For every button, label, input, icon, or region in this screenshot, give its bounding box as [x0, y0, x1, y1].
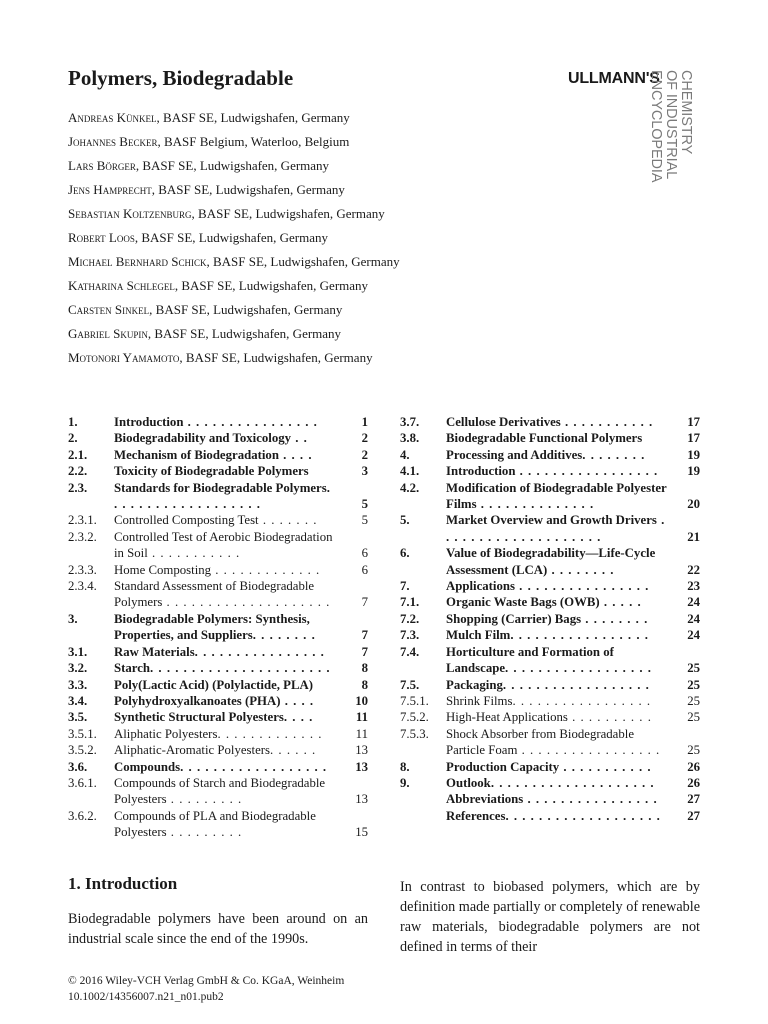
- toc-leader-dots: . . . . . . .: [258, 513, 318, 528]
- toc-leader-dots: . . . . . . . . . . . . . . . . . . .: [505, 808, 661, 823]
- author-affiliation: , BASF SE, Ludwigshafen, Germany: [174, 278, 369, 293]
- toc-page-number: 19: [687, 447, 700, 462]
- toc-label: Compounds: [114, 759, 181, 774]
- table-of-contents-right: [400, 414, 700, 824]
- toc-label: Organic Waste Bags (OWB): [446, 595, 600, 610]
- copyright-line: © 2016 Wiley-VCH Verlag GmbH & Co. KGaA, Weinheim: [68, 975, 345, 987]
- toc-entry[interactable]: [400, 430, 700, 446]
- toc-number: 2.1.: [68, 447, 88, 462]
- toc-leader-dots: . . . . . . . . . . . . . . . . .: [517, 743, 661, 758]
- toc-page-number: 21: [687, 529, 700, 544]
- toc-label: Shock Absorber from Biodegradable Particle Foam: [446, 726, 634, 758]
- author-name: Johannes Becker: [68, 134, 158, 149]
- toc-number: 7.5.1.: [400, 693, 429, 708]
- toc-number: 3.5.: [68, 710, 88, 725]
- toc-label: Processing and Additives: [446, 447, 583, 462]
- author-affiliation: , BASF SE, Ludwigshafen, Germany: [134, 230, 329, 245]
- toc-page-number: 5: [361, 513, 368, 528]
- toc-number: 7.2.: [400, 611, 420, 626]
- toc-label: Cellulose Derivatives: [446, 415, 561, 429]
- logo-line-3: CHEMISTRY: [678, 70, 694, 155]
- toc-page-number: 13: [355, 759, 368, 774]
- author-line: [68, 278, 548, 302]
- toc-page-number: 6: [361, 546, 368, 561]
- toc-label: Standard Assessment of Biodegradable Polymers: [114, 579, 315, 610]
- toc-leader-dots: . . . . . . . . . . . . . . . .: [514, 579, 650, 594]
- author-affiliation: , BASF SE, Ludwigshafen, Germany: [135, 158, 330, 173]
- toc-page-number: 24: [687, 628, 700, 643]
- toc-label: Shrink Films: [446, 693, 513, 708]
- author-affiliation: , BASF SE, Ludwigshafen, Germany: [156, 110, 350, 125]
- toc-label: Controlled Composting Test: [114, 513, 259, 528]
- toc-number: 9.: [400, 775, 410, 790]
- toc-entry[interactable]: [400, 447, 700, 463]
- toc-leader-dots: . . . . . . . . . . . . . .: [476, 497, 595, 512]
- toc-entry[interactable]: [68, 562, 368, 578]
- author-line: [68, 326, 548, 350]
- toc-number: 4.2.: [400, 480, 420, 495]
- toc-label: Horticulture and Formation of Landscape: [446, 644, 614, 676]
- toc-leader-dots: . . . . . .: [270, 743, 317, 758]
- toc-label: Aliphatic-Aromatic Polyesters: [114, 743, 271, 758]
- toc-entry[interactable]: [68, 677, 368, 693]
- toc-number: 7.5.3.: [400, 726, 429, 741]
- toc-entry[interactable]: [68, 447, 368, 463]
- toc-page-number: 25: [687, 661, 700, 676]
- toc-entry[interactable]: [68, 529, 368, 562]
- toc-page-number: 25: [687, 677, 700, 692]
- toc-entry[interactable]: [400, 759, 700, 775]
- footer: [68, 973, 344, 1005]
- toc-entry[interactable]: [68, 611, 368, 644]
- toc-label: Toxicity of Biodegradable Polymers: [114, 464, 309, 479]
- toc-label: Applications: [446, 579, 515, 594]
- toc-page-number: 17: [687, 415, 700, 429]
- toc-label: Biodegradable Polymers: Synthesis, Properties, and Suppliers: [114, 611, 310, 643]
- toc-leader-dots: . . . . . . . . . . .: [147, 546, 241, 561]
- toc-page-number: 15: [355, 825, 368, 840]
- author-list: [68, 110, 548, 374]
- toc-page-number: 26: [687, 759, 700, 774]
- author-affiliation: , BASF SE, Ludwigshafen, Germany: [179, 350, 373, 365]
- toc-label: Biodegradability and Toxicology: [114, 431, 292, 446]
- toc-page-number: 17: [687, 431, 700, 446]
- author-name: Sebastian Koltzenburg: [68, 206, 192, 221]
- toc-leader-dots: . . . . . . . .: [252, 628, 316, 643]
- toc-entry[interactable]: [68, 480, 368, 513]
- toc-page-number: 27: [687, 808, 700, 823]
- toc-label: Controlled Test of Aerobic Biodegradation in Soil: [114, 529, 333, 561]
- article-title: Polymers, Biodegradable: [68, 66, 294, 90]
- logo-line-1: ENCYCLOPEDIA: [648, 70, 664, 183]
- toc-number: 2.3.: [68, 480, 88, 495]
- toc-page-number: 13: [355, 743, 368, 758]
- author-line: [68, 134, 548, 158]
- toc-entry[interactable]: [400, 480, 700, 513]
- toc-number: 2.3.1.: [68, 513, 97, 528]
- toc-label: Outlook: [446, 775, 491, 790]
- toc-number: 4.: [400, 447, 410, 462]
- toc-entry[interactable]: [68, 759, 368, 775]
- toc-label: Introduction: [446, 464, 516, 479]
- toc-entry[interactable]: [68, 414, 368, 430]
- toc-leader-dots: . . . . . . . . .: [166, 792, 243, 807]
- toc-number: 5.: [400, 513, 410, 528]
- toc-entry[interactable]: [400, 545, 700, 578]
- toc-label: Mechanism of Biodegradation: [114, 447, 279, 462]
- section-heading: 1. Introduction: [68, 874, 178, 893]
- toc-page-number: 19: [687, 464, 700, 479]
- toc-page-number: 3: [361, 464, 368, 479]
- toc-page-number: 25: [687, 693, 700, 708]
- toc-entry[interactable]: [68, 693, 368, 709]
- toc-page-number: 2: [361, 447, 368, 462]
- toc-number: 3.8.: [400, 431, 420, 446]
- toc-entry[interactable]: [400, 791, 700, 807]
- toc-leader-dots: . . . . . . . . . . . . . . . . .: [515, 464, 659, 479]
- toc-leader-dots: . . . . . . . . . . . . . . . . . . . .: [490, 775, 655, 790]
- toc-number: 2.2.: [68, 464, 88, 479]
- author-line: [68, 158, 548, 182]
- toc-number: 1.: [68, 415, 78, 429]
- toc-entry[interactable]: [68, 726, 368, 742]
- author-name: Carsten Sinkel: [68, 302, 150, 317]
- toc-page-number: 26: [687, 775, 700, 790]
- author-name: Lars Börger: [68, 158, 136, 173]
- toc-page-number: 6: [361, 562, 368, 577]
- toc-number: 6.: [400, 546, 410, 561]
- toc-leader-dots: . . . . . . . . . . . . . . . . .: [510, 628, 649, 643]
- toc-page-number: 24: [687, 611, 700, 626]
- toc-leader-dots: . . . . . . . . . . . . . . . . . . . .: [162, 595, 331, 610]
- toc-leader-dots: . . . . . . . . .: [166, 825, 243, 840]
- toc-number: 4.1.: [400, 464, 420, 479]
- toc-leader-dots: . . . . . . . . . . .: [560, 415, 654, 429]
- toc-label: Market Overview and Growth Drivers: [446, 513, 657, 528]
- body-text-left: Biodegradable polymers have been around on an industrial scale since the end of the 1990s.: [68, 911, 368, 947]
- toc-page-number: 7: [361, 595, 368, 610]
- toc-entry[interactable]: [68, 775, 368, 808]
- toc-number: 2.3.4.: [68, 579, 97, 594]
- toc-page-number: 27: [687, 792, 700, 807]
- toc-page-number: 23: [687, 579, 700, 594]
- toc-label: Production Capacity: [446, 759, 560, 774]
- author-line: [68, 302, 548, 326]
- toc-number: 7.1.: [400, 595, 420, 610]
- toc-label: Synthetic Structural Polyesters: [114, 710, 284, 725]
- toc-label: Abbreviations: [446, 792, 524, 807]
- author-affiliation: , BASF SE, Ludwigshafen, Germany: [151, 182, 345, 197]
- logo-line-2: OF INDUSTRIAL: [663, 70, 679, 180]
- toc-entry[interactable]: [68, 660, 368, 676]
- toc-label: Value of Biodegradability—Life-Cycle Assessment (LCA): [446, 546, 656, 577]
- toc-page-number: 1: [361, 415, 368, 429]
- toc-label: Packaging: [446, 677, 503, 692]
- toc-entry[interactable]: [400, 414, 700, 430]
- toc-entry[interactable]: [68, 644, 368, 660]
- toc-number: 3.: [68, 611, 78, 626]
- ullmanns-logo: [568, 70, 694, 205]
- toc-leader-dots: . . . . . . . . . . . . . . . . . . .: [114, 480, 331, 512]
- toc-entry[interactable]: [68, 463, 368, 479]
- toc-number: 3.6.1.: [68, 775, 97, 790]
- toc-page-number: 22: [687, 562, 700, 577]
- toc-leader-dots: . . . . . . . . . . . . . . . . . .: [180, 759, 328, 774]
- toc-leader-dots: . . . . . . . . . . . . . . . .: [183, 415, 318, 429]
- toc-number: 3.2.: [68, 661, 88, 676]
- toc-label: Shopping (Carrier) Bags: [446, 611, 582, 626]
- toc-leader-dots: . . . .: [280, 693, 315, 708]
- toc-leader-dots: . . . . . . . . . . . . . . . . . . . .: [446, 513, 666, 544]
- toc-entry[interactable]: [400, 775, 700, 791]
- author-affiliation: , BASF SE, Ludwigshafen, Germany: [149, 302, 343, 317]
- toc-entry[interactable]: [400, 594, 700, 610]
- toc-entry[interactable]: [400, 512, 700, 545]
- toc-number: 7.4.: [400, 644, 420, 659]
- toc-entry[interactable]: [400, 463, 700, 479]
- toc-label: Aliphatic Polyesters: [114, 726, 218, 741]
- author-affiliation: , BASF Belgium, Waterloo, Belgium: [157, 134, 350, 149]
- toc-label: Modification of Biodegradable Polyester Films: [446, 480, 667, 512]
- toc-label: Raw Materials: [114, 644, 195, 659]
- toc-entry[interactable]: [68, 512, 368, 528]
- author-line: [68, 230, 548, 254]
- table-of-contents-left: [68, 414, 368, 841]
- author-affiliation: , BASF SE, Ludwigshafen, Germany: [206, 254, 400, 269]
- toc-page-number: 13: [355, 792, 368, 807]
- author-name: Robert Loos: [68, 230, 135, 245]
- author-line: [68, 206, 548, 230]
- author-affiliation: , BASF SE, Ludwigshafen, Germany: [147, 326, 342, 341]
- logo-vertical-text: [648, 70, 693, 202]
- toc-leader-dots: . . . . . . . . . . . . . . . . . . . . . .: [150, 661, 331, 676]
- toc-page-number: 8: [361, 677, 368, 692]
- toc-number: 2.: [68, 431, 78, 446]
- toc-label: Biodegradable Functional Polymers: [446, 431, 643, 446]
- toc-leader-dots: . . . . . . . . . . .: [559, 759, 652, 774]
- author-affiliation: , BASF SE, Ludwigshafen, Germany: [191, 206, 385, 221]
- author-name: Jens Hamprecht: [68, 182, 152, 197]
- toc-page-number: 25: [687, 743, 700, 758]
- toc-page-number: 20: [687, 497, 700, 512]
- toc-page-number: 25: [687, 710, 700, 725]
- toc-entry[interactable]: [68, 709, 368, 725]
- author-name: Motonori Yamamoto: [68, 350, 180, 365]
- logo-wordmark: ULLMANN'S: [568, 70, 660, 87]
- toc-leader-dots: . . . . . . . . . . . . . . . . .: [512, 693, 652, 708]
- toc-label: Standards for Biodegradable Polymers: [114, 480, 327, 495]
- toc-page-number: 2: [361, 431, 368, 446]
- author-line: [68, 110, 548, 134]
- toc-page-number: 7: [361, 644, 368, 659]
- toc-entry[interactable]: [68, 742, 368, 758]
- toc-leader-dots: . . . . . . . . . . . . . . . .: [194, 644, 325, 659]
- toc-entry[interactable]: [400, 808, 700, 824]
- toc-entry[interactable]: [400, 677, 700, 693]
- author-name: Michael Bernhard Schick: [68, 254, 207, 269]
- toc-entry[interactable]: [400, 611, 700, 627]
- toc-label: Mulch Film: [446, 628, 511, 643]
- author-line: [68, 350, 548, 374]
- toc-leader-dots: . . . . .: [599, 595, 642, 610]
- toc-label: Compounds of Starch and Biodegradable Polyesters: [114, 775, 326, 807]
- toc-number: 3.5.1.: [68, 726, 97, 741]
- toc-leader-dots: . . . . . . . .: [547, 562, 615, 577]
- toc-label: High-Heat Applications: [446, 710, 568, 725]
- toc-leader-dots: . . . .: [278, 447, 313, 462]
- toc-number: 3.7.: [400, 415, 420, 429]
- toc-label: Introduction: [114, 415, 184, 429]
- toc-number: 2.3.3.: [68, 562, 97, 577]
- toc-entry[interactable]: [400, 644, 700, 677]
- toc-page-number: 5: [361, 497, 368, 512]
- toc-leader-dots: . . . . . . . . . . . . .: [211, 562, 321, 577]
- toc-entry[interactable]: [400, 726, 700, 759]
- toc-entry[interactable]: [400, 578, 700, 594]
- toc-page-number: 11: [355, 710, 368, 725]
- toc-leader-dots: . . . . . . . . . . . . . . . . . .: [502, 677, 650, 692]
- toc-number: 3.6.: [68, 759, 88, 774]
- toc-entry[interactable]: [68, 430, 368, 446]
- toc-number: 3.4.: [68, 693, 88, 708]
- toc-number: 2.3.2.: [68, 529, 97, 544]
- toc-leader-dots: . . . . . . . . . .: [567, 710, 652, 725]
- toc-entry[interactable]: [400, 693, 700, 709]
- toc-leader-dots: . . . . . . . . . . . . . . . . . .: [505, 661, 653, 676]
- toc-page-number: 7: [361, 628, 368, 643]
- toc-page-number: 24: [687, 595, 700, 610]
- toc-number: 7.5.: [400, 677, 420, 692]
- toc-leader-dots: . .: [291, 431, 308, 446]
- toc-label: Polyhydroxyalkanoates (PHA): [114, 693, 281, 708]
- toc-number: 3.3.: [68, 677, 88, 692]
- toc-entry[interactable]: [68, 808, 368, 841]
- toc-label: Starch: [114, 661, 151, 676]
- toc-leader-dots: . . . . . . . . . . . . .: [217, 726, 323, 741]
- author-line: [68, 182, 548, 206]
- toc-number: 7.3.: [400, 628, 420, 643]
- toc-leader-dots: . . . . . . . .: [582, 447, 646, 462]
- toc-number: 7.: [400, 579, 410, 594]
- toc-number: 3.1.: [68, 644, 88, 659]
- author-line: [68, 254, 548, 278]
- toc-number: 3.6.2.: [68, 808, 97, 823]
- doi-line: 10.1002/14356007.n21_n01.pub2: [68, 991, 224, 1003]
- toc-entry[interactable]: [400, 709, 700, 725]
- toc-page-number: 11: [355, 726, 368, 741]
- toc-entry[interactable]: [68, 578, 368, 611]
- author-name: Gabriel Skupin: [68, 326, 148, 341]
- toc-label: Poly(Lactic Acid) (Polylactide, PLA): [114, 677, 314, 692]
- author-name: Katharina Schlegel: [68, 278, 175, 293]
- toc-label: Compounds of PLA and Biodegradable Polyesters: [114, 808, 316, 840]
- toc-entry[interactable]: [400, 627, 700, 643]
- toc-leader-dots: . . . . . . . . . . . . . . . .: [523, 792, 658, 807]
- toc-page-number: 8: [361, 661, 368, 676]
- toc-page-number: 10: [355, 693, 368, 708]
- toc-number: 7.5.2.: [400, 710, 429, 725]
- author-name: Andreas Künkel: [68, 110, 157, 125]
- body-text-right: In contrast to biobased polymers, which are by definition made partially or completely of renewable raw materials, biodegradable polymers are not defined in terms of their: [400, 879, 700, 955]
- toc-number: 8.: [400, 759, 410, 774]
- toc-label: Home Composting: [114, 562, 212, 577]
- toc-number: 3.5.2.: [68, 743, 97, 758]
- toc-leader-dots: . . . .: [283, 710, 314, 725]
- toc-label: References: [446, 808, 506, 823]
- toc-leader-dots: . . . . . . . .: [581, 611, 649, 626]
